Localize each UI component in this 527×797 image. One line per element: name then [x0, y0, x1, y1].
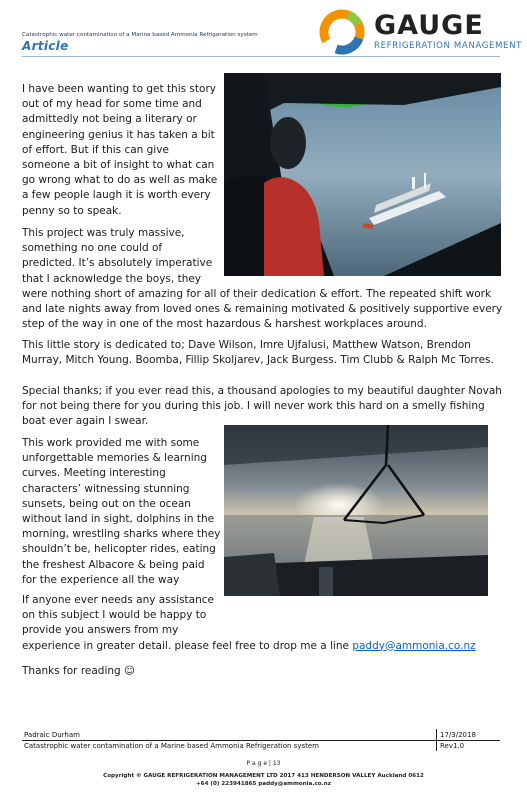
text-line: unforgettable memories & learning	[22, 452, 207, 465]
gauge-logo	[318, 7, 522, 55]
document-subtitle: Catastrophic water contamination of a Marine based Ammonia Refrigeration system	[22, 32, 258, 38]
copyright-line-1: Copyright © GAUGE REFRIGERATION MANAGEMENT LTD 2017 413 HENDERSON VALLEY Auckland 0612	[103, 773, 424, 779]
text-line: the freshest Albacore & being paid	[22, 558, 205, 571]
text-line: penny so to speak.	[22, 204, 122, 217]
text-line: were nothing short of amazing for all of their dedication & effort. The repeated shift work	[22, 287, 492, 300]
page-number: P a g e | 13	[246, 760, 281, 767]
section-title: Article	[22, 39, 69, 53]
paragraph-special-thanks	[22, 384, 502, 430]
logo-tagline-2: MANAGEMENT	[453, 41, 522, 51]
copyright-line-2: +64 (0) 223941865 paddy@ammonia.co.nz	[196, 781, 331, 787]
paragraph-intro	[22, 82, 217, 219]
text-line: morning, wrestling sharks where they	[22, 528, 221, 541]
text-line: step of the way in one of the most hazardous & harshest workplaces around.	[22, 318, 427, 331]
text-line: of effort. But if this can give	[22, 143, 169, 156]
text-line: Special thanks; if you ever read this, a thousand apologies to my beautiful daughter Novah	[22, 385, 502, 397]
logo-wordmark: GAUGE	[374, 10, 484, 41]
logo-tagline	[374, 41, 522, 51]
header-divider	[22, 56, 500, 57]
text-line: sunsets, being out on the ocean	[22, 497, 191, 510]
paragraph-dedication	[22, 338, 494, 368]
footer-doc-title: Catastrophic water contamination of a Marine based Ammonia Refrigeration system	[24, 742, 319, 750]
text-line: a few people laugh it is worth every	[22, 189, 211, 202]
text-line: characters’ witnessing stunning	[22, 482, 190, 495]
footer-date: 17/3/2018	[440, 731, 476, 739]
text-line: someone a bit of insight to what can	[22, 159, 215, 172]
footer-divider	[22, 740, 500, 741]
paragraph-acknowledge	[22, 226, 502, 332]
footer-column-divider	[436, 729, 437, 751]
text-line: that I acknowledge the boys, they	[22, 272, 202, 285]
text-line: Murray, Mitch Young. Boomba, Fillip Skoljarev, Jack Burgess. Tim Clubb & Ralph Mc Torres.	[22, 354, 494, 367]
text-line: for the experience all the way	[22, 573, 180, 586]
text-line: provide you answers from my	[22, 624, 179, 637]
text-line: This little story is dedicated to; Dave Wilson, Imre Ujfalusi, Matthew Watson, Brendon	[22, 339, 471, 351]
text-line: I have been wanting to get this story	[22, 83, 216, 95]
text-line	[22, 639, 476, 654]
footer-revision: Rev1.0	[440, 742, 465, 750]
gauge-logo-icon	[318, 8, 366, 56]
text-line: something no one could of	[22, 242, 163, 255]
text-line: This work provided me with some	[22, 437, 200, 449]
sunset-boat-photo	[224, 425, 488, 596]
sign-off: Thanks for reading ☺	[22, 665, 135, 677]
text-line: shouldn’t be, helicopter rides, eating	[22, 543, 216, 556]
text-line: boat ever again I swear.	[22, 415, 149, 428]
logo-tagline-1: REFRIGERATION	[374, 41, 451, 51]
text-line: for not being there for you during this job. I will never work this hard on a smelly fishing	[22, 400, 485, 413]
text-line: engineering genius it has taken a bit	[22, 128, 215, 141]
text-line: This project was truly massive,	[22, 227, 185, 239]
text-line: If anyone ever needs any assistance	[22, 594, 214, 606]
contact-text: experience in greater detail. please feel free to drop me a line	[22, 639, 353, 652]
footer-author: Padraic Durham	[24, 731, 80, 739]
text-line: go wrong what to do as well as make	[22, 174, 218, 187]
text-line: on this subject I would be happy to	[22, 609, 207, 622]
paragraph-contact	[22, 593, 476, 654]
text-line: without land in sight, dolphins in the	[22, 513, 215, 526]
paragraph-memories	[22, 436, 220, 588]
text-line: curves. Meeting interesting	[22, 467, 166, 480]
text-line: out of my head for some time and	[22, 98, 202, 111]
text-line: predicted. It’s absolutely imperative	[22, 257, 213, 270]
text-line: admittedly not being a literary or	[22, 113, 197, 126]
email-link[interactable]: paddy@ammonia.co.nz	[352, 639, 476, 652]
text-line: and late nights away from loved ones & remaining motivated & positively supportive every	[22, 303, 503, 316]
